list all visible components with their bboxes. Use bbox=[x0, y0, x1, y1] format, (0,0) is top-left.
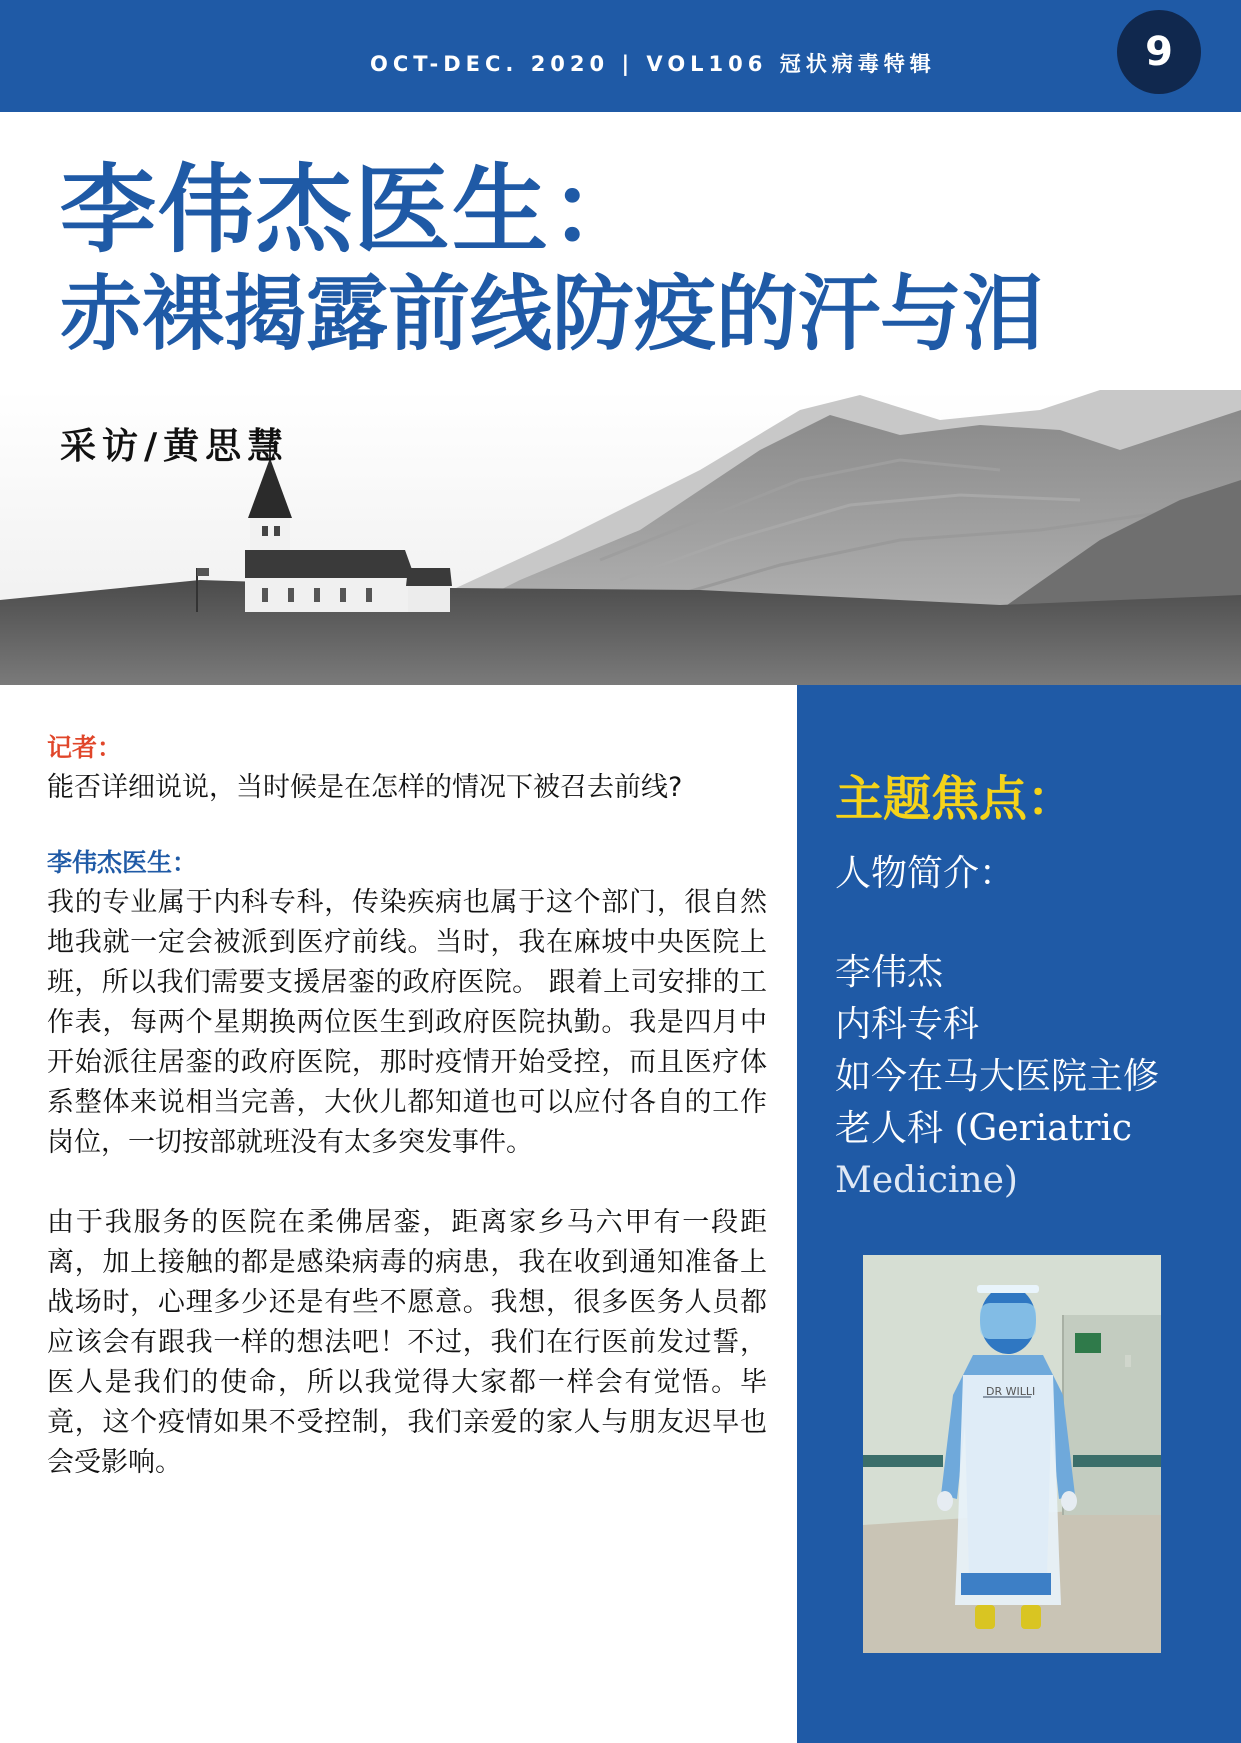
doctor-label: 李伟杰医生： bbox=[47, 848, 198, 877]
sidebar-panel bbox=[797, 685, 1241, 1743]
article-body bbox=[47, 728, 767, 1483]
profile-name: 李伟杰 bbox=[835, 952, 944, 993]
profile-current: 如今在马大医院主修 bbox=[835, 1056, 1160, 1097]
profile-field: 老人科 (Geriatric bbox=[835, 1108, 1133, 1149]
answer-paragraph-1: 我的专业属于内科专科，传染疾病也属于这个部门，很自然地我就一定会被派到医疗前线。当时，我在麻坡中央医院上班，所以我们需要支援居銮的政府医院。 跟着上司安排的工作表，每两个星期换两位医生到政府医院执勤。我是四月中开始派往居銮的政府医院，那时疫情开始受控，而且医疗体系整体来说相当完善，大伙儿都知道也可以应付各自的工作岗位，一切按部就班没有太多突发事件。 bbox=[47, 887, 767, 1158]
title-line-2: 赤裸揭露前线防疫的汗与泪 bbox=[60, 266, 1045, 362]
doctor-ppe-illustration bbox=[863, 1255, 1161, 1653]
header-bar bbox=[0, 0, 1241, 112]
byline: 采访/黄思慧 bbox=[60, 426, 290, 467]
badge-text: DR WILLI bbox=[986, 1385, 1036, 1398]
reporter-label: 记者： bbox=[47, 733, 123, 762]
answer-paragraph-2: 由于我服务的医院在柔佛居銮，距离家乡马六甲有一段距离，加上接触的都是感染病毒的病患，我在收到通知准备上战场时，心理多少还是有些不愿意。我想，很多医务人员都应该会有跟我一样的想法吧！不过，我们在行医前发过誓，医人是我们的使命，所以我觉得大家都一样会有觉悟。毕竟，这个疫情如果不受控制，我们亲爱的家人与朋友迟早也会受影响。 bbox=[47, 1207, 767, 1478]
article-title bbox=[60, 154, 1045, 362]
profile-field-cont: Medicine) bbox=[835, 1160, 1018, 1201]
page-number: 9 bbox=[1117, 10, 1201, 94]
sidebar-heading: 主题焦点： bbox=[835, 771, 1076, 827]
issue-line: OCT-DEC. 2020 | VOL106 冠状病毒特辑 bbox=[370, 52, 936, 76]
title-line-1: 李伟杰医生： bbox=[60, 154, 648, 266]
profile-list bbox=[835, 947, 1225, 1207]
doctor-photo bbox=[863, 1255, 1161, 1653]
profile-specialty: 内科专科 bbox=[835, 1004, 980, 1045]
sidebar-subheading: 人物简介： bbox=[835, 853, 1016, 894]
question-text: 能否详细说说，当时候是在怎样的情况下被召去前线? bbox=[47, 772, 683, 803]
